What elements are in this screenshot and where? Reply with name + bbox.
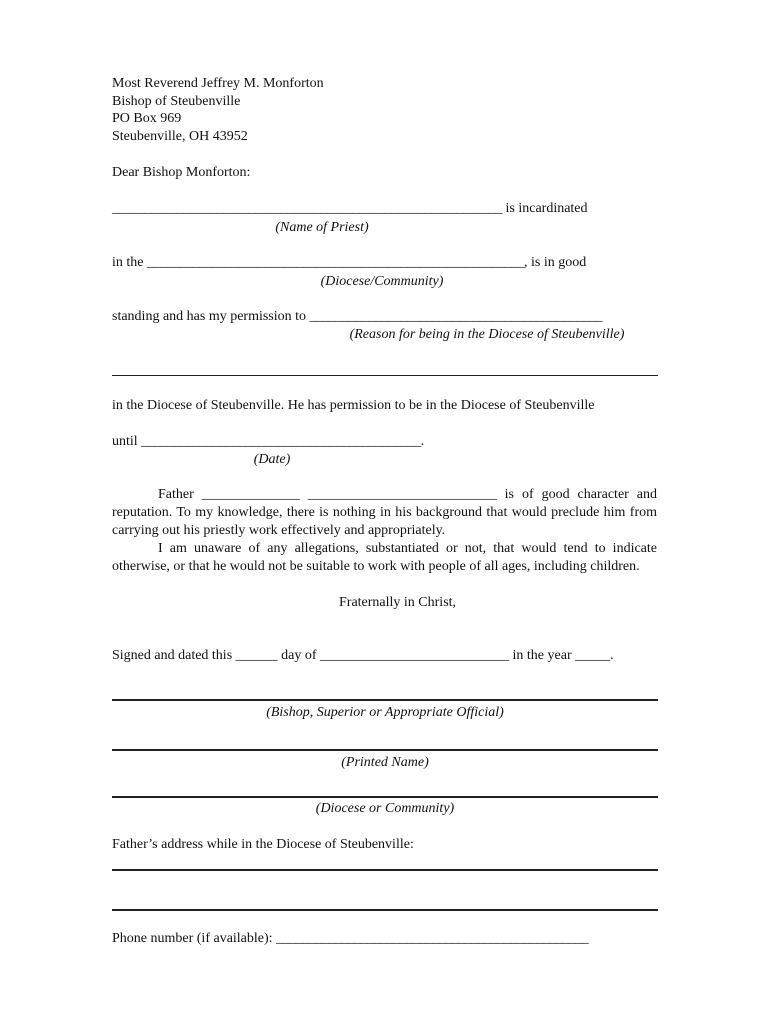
priest-name-line bbox=[112, 200, 588, 217]
allegations-paragraph-text: I am unaware of any allegations, substantiated or not, that would tend to indicate otherwise, or that he would not be suitable to work with people of all ages, including children. bbox=[112, 541, 657, 574]
official-caption: (Bishop, Superior or Appropriate Official) bbox=[266, 705, 504, 720]
salutation: Dear Bishop Monforton: bbox=[112, 165, 251, 180]
address-line-2[interactable] bbox=[112, 909, 658, 911]
date-caption: (Date) bbox=[253, 452, 291, 467]
reason-line bbox=[112, 308, 602, 325]
reason-continuation-line[interactable] bbox=[112, 375, 658, 376]
signed-dated-line[interactable]: Signed and dated this ______ day of ___________________________ in the year _____. bbox=[112, 648, 614, 663]
character-paragraph bbox=[112, 486, 657, 540]
until-date-blank[interactable]: ___________________________________________ bbox=[141, 434, 421, 449]
diocese-suffix: , is in good bbox=[524, 255, 587, 270]
allegations-paragraph bbox=[112, 540, 657, 576]
priest-name-caption: (Name of Priest) bbox=[275, 220, 369, 235]
reason-blank[interactable]: _____________________________________________ bbox=[309, 309, 603, 324]
recipient-city: Steubenville, OH 43952 bbox=[112, 129, 248, 144]
recipient-po-box: PO Box 969 bbox=[112, 111, 182, 126]
reason-caption: (Reason for being in the Diocese of Steubenville) bbox=[349, 327, 625, 342]
diocese-community-line[interactable] bbox=[112, 796, 658, 798]
printed-name-line[interactable] bbox=[112, 749, 658, 751]
priest-incardinated-text: is incardinated bbox=[502, 201, 588, 216]
priest-name-blank[interactable]: ____________________________________________________________ bbox=[112, 201, 502, 216]
until-line bbox=[112, 433, 424, 450]
diocese-caption: (Diocese/Community) bbox=[320, 274, 444, 289]
until-period: . bbox=[420, 434, 425, 449]
phone-blank[interactable]: ________________________________________________ bbox=[276, 931, 589, 946]
phone-label: Phone number (if available): bbox=[112, 931, 277, 946]
diocese-prefix: in the bbox=[112, 255, 147, 270]
diocese-community-caption: (Diocese or Community) bbox=[315, 801, 455, 816]
recipient-name: Most Reverend Jeffrey M. Monforton bbox=[112, 76, 324, 91]
diocese-blank[interactable]: __________________________________________________________ bbox=[147, 255, 524, 270]
phone-line bbox=[112, 930, 588, 947]
character-paragraph-text: Father ______________ ___________________________ is of good character and reputation. To my knowledge, there is nothing in his background that would preclude him from carrying out his priestly work effectively and appropriately. bbox=[112, 487, 657, 538]
closing: Fraternally in Christ, bbox=[339, 595, 457, 610]
reason-prefix: standing and has my permission to bbox=[112, 309, 310, 324]
address-line-1[interactable] bbox=[112, 869, 658, 871]
until-prefix: until bbox=[112, 434, 142, 449]
printed-name-caption: (Printed Name) bbox=[341, 755, 429, 770]
address-label: Father’s address while in the Diocese of Steubenville: bbox=[112, 837, 414, 852]
permission-text: in the Diocese of Steubenville. He has permission to be in the Diocese of Steubenville bbox=[112, 398, 595, 413]
official-signature-line[interactable] bbox=[112, 699, 658, 701]
recipient-title: Bishop of Steubenville bbox=[112, 94, 241, 109]
diocese-line bbox=[112, 254, 586, 271]
